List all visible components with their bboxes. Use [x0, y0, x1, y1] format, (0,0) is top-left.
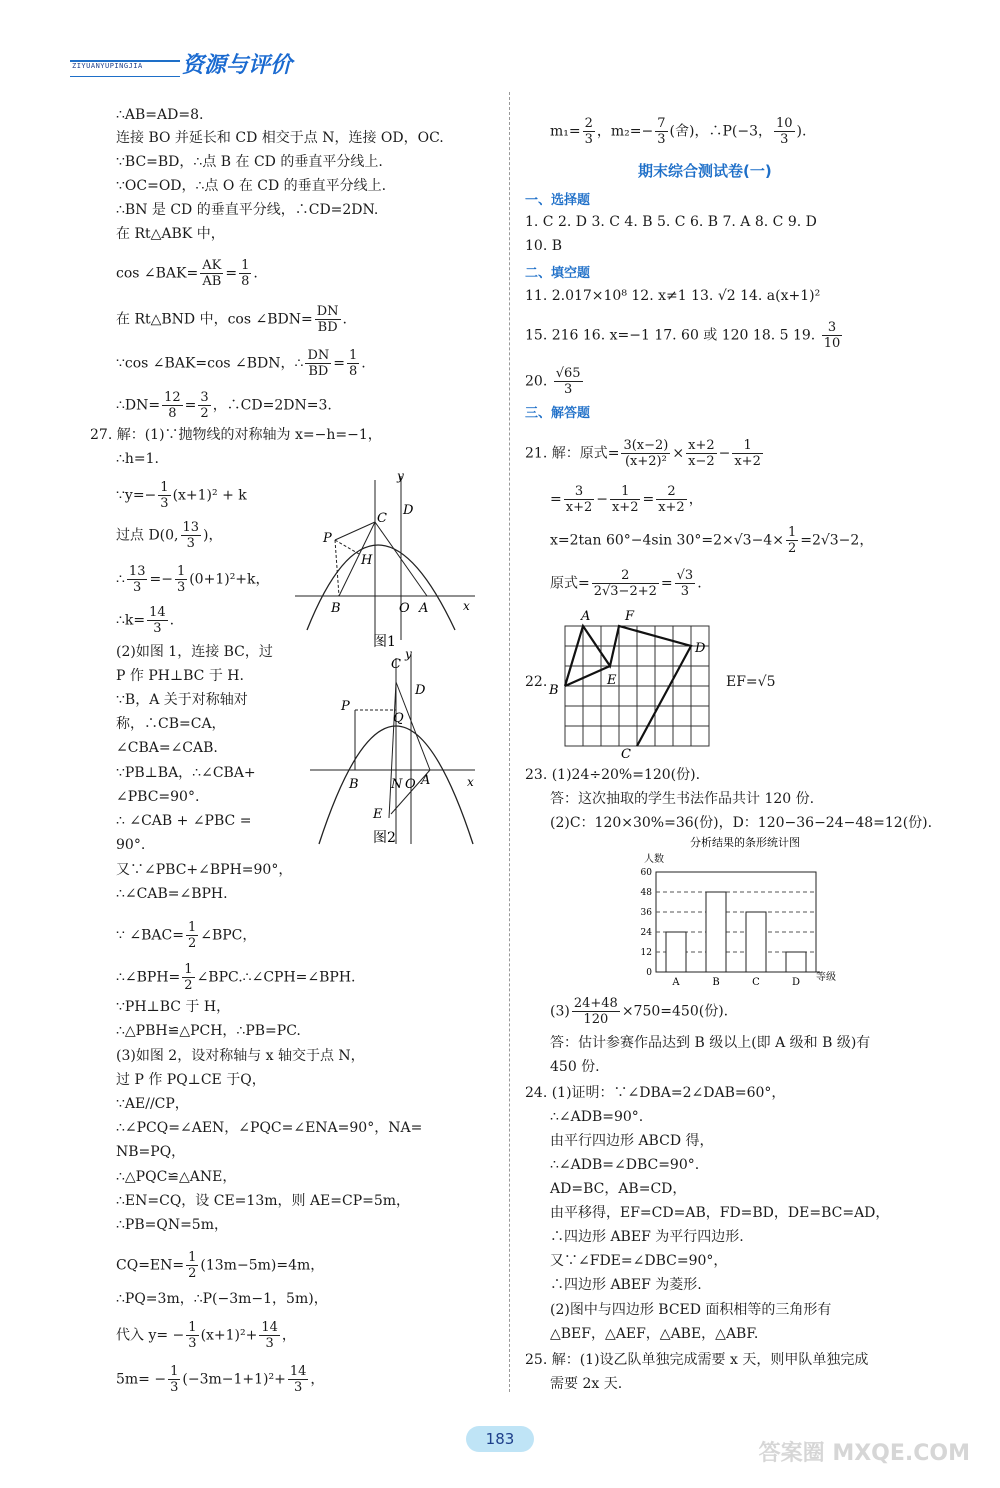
- text-line: ∴四边形 ABEF 为平行四边形.: [550, 1229, 744, 1245]
- text-line: 90°.: [116, 837, 146, 853]
- text-line: 由平行四边形 ABCD 得，: [550, 1133, 714, 1149]
- label-x: x: [467, 775, 474, 789]
- text-line: ∠PBC=90°.: [116, 789, 200, 805]
- chart-bar-C: [746, 912, 766, 972]
- answers-line: 1. C 2. D 3. C 4. B 5. C 6. B 7. A 8. C 9. D: [525, 214, 817, 230]
- answers-line: 15. 216 16. x=−1 17. 60 或 120 18. 5 19. $\frac{3}{10}$: [525, 320, 841, 351]
- header-title: 资源与评价: [182, 53, 293, 78]
- segment-ce: [389, 682, 396, 818]
- text-line: ∠CBA=∠CAB.: [116, 740, 218, 756]
- formula-line: 原式= $\frac{2}{2√3-2+2}$ = $\frac{√3}{3}$ .: [550, 568, 702, 599]
- grid-figure: [545, 608, 715, 758]
- chart-xlabel: 等级: [816, 972, 836, 983]
- formula-line: ∵cos ∠BAK=cos ∠BDN，∴ $\frac{DN}{BD}$ = $\frac{1}{8}$ .: [116, 348, 366, 379]
- text-line: ∴PB=QN=5m，: [116, 1217, 228, 1233]
- text-line: ∴BN 是 CD 的垂直平分线，∴CD=2DN.: [116, 202, 379, 218]
- text-line: ∴PQ=3m，∴P(−3m−1，5m)，: [116, 1291, 328, 1307]
- text-line: 称，∴CB=CA，: [116, 716, 226, 732]
- formula-line: ∴k= $\frac{14}{3}$ .: [116, 605, 175, 636]
- text-line: 答：这次抽取的学生书法作品共计 120 份.: [550, 791, 815, 807]
- text-line: 答：估计参赛作品达到 B 级以上(即 A 级和 B 级)有: [550, 1035, 871, 1051]
- label-o: O: [405, 777, 416, 792]
- text-line: ∴∠CAB=∠BPH.: [116, 886, 228, 902]
- section-choice: 一、选择题: [525, 193, 591, 208]
- q22-answer: EF=√5: [726, 674, 776, 690]
- label-o: O: [399, 601, 410, 616]
- chart-xtick-label: B: [712, 977, 720, 988]
- label-a: A: [581, 609, 591, 624]
- figure-2: [305, 648, 485, 848]
- formula-line: = $\frac{3}{x+2}$ − $\frac{1}{x+2}$ = $\frac{2}{x+2}$ ，: [550, 484, 703, 515]
- text-line: 23. (1)24÷20%=120(份).: [525, 767, 701, 783]
- segment-pc: [335, 522, 375, 540]
- formula-line: ∴ $\frac{13}{3}$ =− $\frac{1}{3}$ (0+1)²+k，: [116, 564, 270, 595]
- formula-line: ∴∠BPH= $\frac{1}{2}$ ∠BPC.∴∠CPH=∠BPH.: [116, 962, 356, 993]
- label-y: y: [397, 470, 404, 483]
- text-line: AD=BC，AB=CD，: [550, 1181, 687, 1197]
- text-line: 24. (1)证明：∵∠DBA=2∠DAB=60°，: [525, 1085, 786, 1101]
- text-line: △BEF，△AEF，△ABE，△ABF.: [550, 1326, 759, 1342]
- text-line: ∴△PBH≌△PCH，∴PB=PC.: [116, 1023, 301, 1039]
- formula-line: 代入 y= − $\frac{1}{3}$ (x+1)²+ $\frac{14}{3}$ ，: [116, 1320, 296, 1351]
- test-title: 期末综合测试卷(一): [638, 162, 772, 180]
- label-f: F: [625, 609, 635, 624]
- page-header: [70, 46, 340, 80]
- text-line: ∵BC=BD，∴点 B 在 CD 的垂直平分线上.: [116, 154, 383, 170]
- label-x: x: [463, 599, 470, 613]
- label-b: B: [549, 683, 559, 698]
- label-c: C: [621, 747, 631, 758]
- formula-line: CQ=EN= $\frac{1}{2}$ (13m−5m)=4m，: [116, 1250, 325, 1281]
- label-n: N: [391, 777, 403, 792]
- text-line: (2)图中与四边形 BCED 面积相等的三角形有: [550, 1302, 832, 1318]
- formula-line: (3) $\frac{24+48}{120}$ ×750=450(份).: [550, 996, 729, 1027]
- text-line: 连接 BO 并延长和 CD 相交于点 N，连接 OD，OC.: [116, 130, 444, 146]
- column-divider: [509, 92, 510, 1392]
- text-line: ∵PB⊥BA，∴∠CBA+: [116, 765, 256, 781]
- chart-ytick-label: 48: [640, 888, 652, 898]
- chart-xtick-label: C: [752, 977, 760, 988]
- label-c: C: [391, 657, 401, 672]
- text-line: 由平移得，EF=CD=AB，FD=BD，DE=BC=AD，: [550, 1205, 890, 1221]
- chart-ytick-label: 60: [640, 868, 652, 878]
- text-line: 又∵∠PBC+∠BPH=90°，: [116, 862, 293, 878]
- chart-ytick-label: 36: [640, 908, 652, 918]
- label-h: H: [361, 553, 373, 568]
- chart-bar-A: [666, 932, 686, 972]
- label-c: C: [377, 511, 387, 526]
- formula-line: ∴DN= $\frac{12}{8}$ = $\frac{3}{2}$ ，∴CD=2DN=3.: [116, 390, 332, 421]
- text-line: ∴h=1.: [116, 451, 160, 467]
- formula-line: ∵y=− $\frac{1}{3}$ (x+1)² + k: [116, 480, 247, 511]
- segment-pb: [335, 540, 339, 596]
- section-fill: 二、填空题: [525, 266, 591, 281]
- text-line: ∵AE//CP，: [116, 1096, 189, 1112]
- chart-ytick-label: 24: [640, 928, 652, 938]
- label-d: D: [403, 503, 414, 518]
- chart-xtick-label: A: [672, 977, 680, 988]
- text-line: 过 P 作 PQ⊥CE 于Q，: [116, 1072, 266, 1088]
- label-e: E: [607, 673, 617, 688]
- figure-1: [295, 470, 480, 650]
- text-line: ∵PH⊥BC 于 H，: [116, 999, 231, 1015]
- formula-line: x=2tan 60°−4sin 30°=2×√3−4× $\frac{1}{2}$ =2√3−2，: [550, 525, 874, 556]
- formula-line: 21. 解：原式= $\frac{3(x-2)}{\text{(x+2)²}}$ × $\frac{x+2}{x-2}$ − $\frac{1}{x+2}$: [525, 438, 761, 469]
- label-a: A: [421, 773, 431, 788]
- text-line: (2)C：120×30%=36(份)，D：120−36−24−48=12(份).: [550, 815, 933, 831]
- segment-be: [565, 666, 610, 686]
- text-line: ∴∠ADB=90°.: [550, 1109, 644, 1125]
- bar-chart: [620, 832, 850, 992]
- text-line: ∴AB=AD=8.: [116, 107, 204, 123]
- watermark: 答案圈 MXQE.COM: [758, 1441, 970, 1466]
- text-line: ∴ ∠CAB + ∠PBC =: [116, 813, 252, 829]
- label-d: D: [695, 641, 706, 656]
- text-line: ∴∠PCQ=∠AEN，∠PQC=∠ENA=90°，NA=: [116, 1120, 423, 1136]
- chart-ytick-label: 0: [646, 968, 652, 978]
- chart-ylabel: 人数: [644, 854, 664, 865]
- formula-line: 5m= − $\frac{1}{3}$ (−3m−1+1)²+ $\frac{14}{3}$ ，: [116, 1364, 325, 1395]
- chart-title: 分析结果的条形统计图: [690, 836, 800, 849]
- formula-line: 在 Rt△BND 中，cos ∠BDN= $\frac{DN}{BD}$ .: [116, 304, 347, 335]
- fig2-caption: 图2: [373, 830, 396, 846]
- formula-line: 过点 D(0, $\frac{13}{3}$ )，: [116, 520, 223, 551]
- formula-line: cos ∠BAK= $\frac{AK}{AB}$ = $\frac{1}{8}$ .: [116, 258, 258, 289]
- question-27: 27. 解：(1)∵抛物线的对称轴为 x=−h=−1，: [90, 427, 382, 443]
- section-solve: 三、解答题: [525, 406, 591, 421]
- parabola: [307, 545, 455, 630]
- header-pinyin: ZIYUANYUPINGJIA: [72, 62, 143, 70]
- text-line: NB=PQ，: [116, 1144, 186, 1160]
- text-line: ∴四边形 ABEF 为菱形.: [550, 1277, 702, 1293]
- formula-line: ∵ ∠BAC= $\frac{1}{2}$ ∠BPC，: [116, 920, 257, 951]
- text-line: ∴EN=CQ，设 CE=13m，则 AE=CP=5m，: [116, 1193, 411, 1209]
- answers-line: 10. B: [525, 238, 563, 254]
- text-line: ∴∠ADB=∠DBC=90°.: [550, 1157, 700, 1173]
- text-line: 25. 解：(1)设乙队单独完成需要 x 天，则甲队单独完成: [525, 1352, 869, 1368]
- label-y: y: [405, 648, 412, 661]
- text-line: (3)如图 2，设对称轴与 x 轴交于点 N，: [116, 1048, 365, 1064]
- label-d: D: [415, 683, 426, 698]
- label-b: B: [331, 601, 341, 616]
- fig1-caption: 图1: [373, 634, 396, 650]
- chart-ytick-label: 12: [640, 948, 652, 958]
- label-b: B: [349, 777, 359, 792]
- text-line: (2)如图 1，连接 BC，过: [116, 644, 273, 660]
- label-p: P: [341, 699, 350, 714]
- text-line: 450 份.: [550, 1059, 600, 1075]
- text-line: ∴△PQC≌△ANE，: [116, 1169, 237, 1185]
- chart-bar-D: [786, 952, 806, 972]
- label-a: A: [419, 601, 429, 616]
- text-line: P 作 PH⊥BC 于 H.: [116, 668, 244, 684]
- question-22: 22.: [525, 674, 548, 690]
- text-line: ∵OC=OD，∴点 O 在 CD 的垂直平分线上.: [116, 178, 387, 194]
- page-number: 183: [466, 1426, 534, 1452]
- text-line: 又∵∠FDE=∠DBC=90°，: [550, 1253, 728, 1269]
- answers-line: 11. 2.017×10⁸ 12. x≠1 13. √2 14. a(x+1)²: [525, 288, 821, 304]
- label-p: P: [323, 531, 332, 546]
- answers-line: 20. $\frac{√65}{3}$: [525, 366, 581, 397]
- text-line: ∵B，A 关于对称轴对: [116, 692, 248, 708]
- chart-xtick-label: D: [791, 977, 801, 988]
- text-line: 在 Rt△ABK 中，: [116, 226, 225, 242]
- formula-line: m₁= $\frac{2}{3}$ ，m₂=− $\frac{7}{3}$ (舍)，∴P(−3， $\frac{10}{3}$ ).: [550, 116, 807, 147]
- segment-ph: [335, 540, 359, 554]
- chart-bar-B: [706, 892, 726, 972]
- label-q: Q: [393, 711, 404, 726]
- label-e: E: [373, 807, 383, 822]
- text-line: 需要 2x 天.: [550, 1376, 623, 1392]
